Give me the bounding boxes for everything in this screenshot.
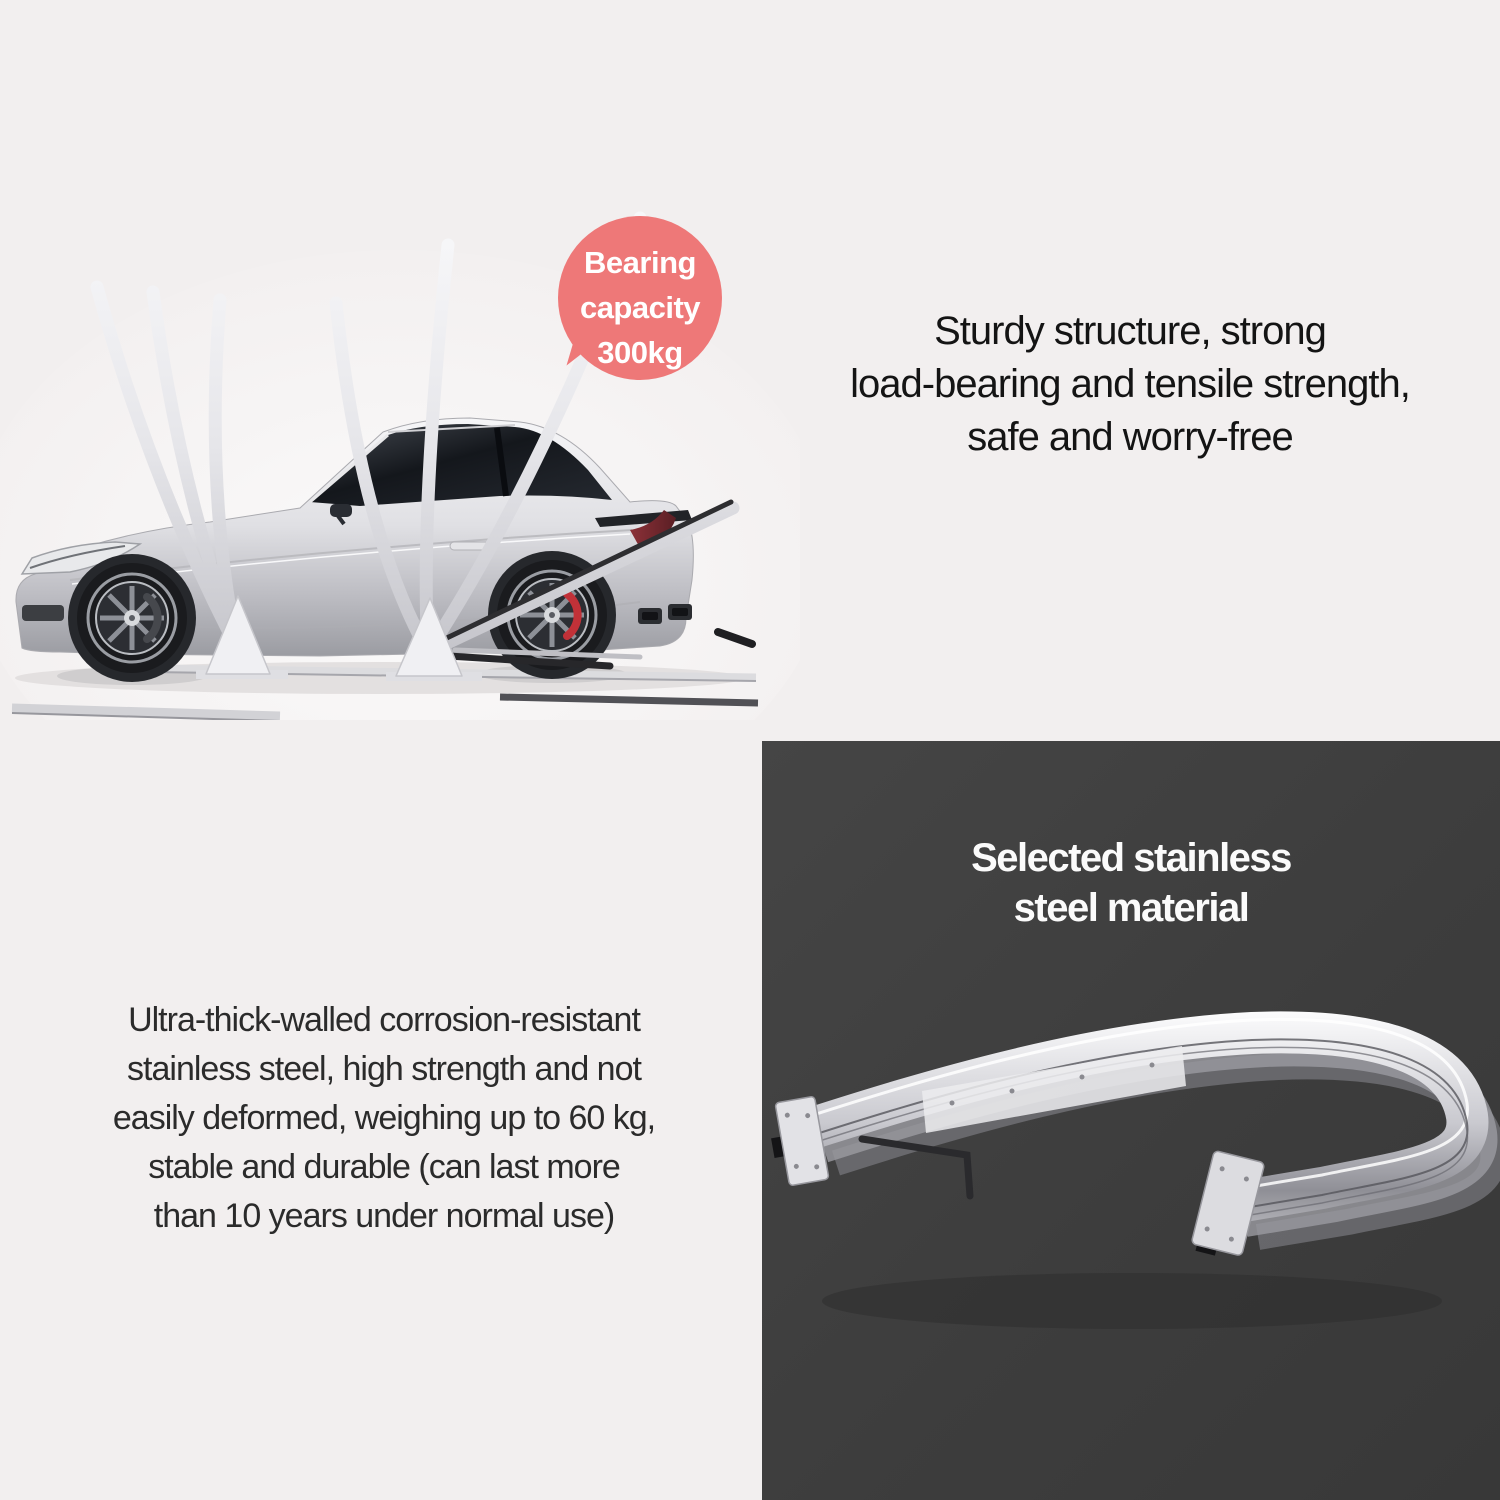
panel-heading xyxy=(762,833,1500,933)
badge-line-1: Bearing xyxy=(584,245,696,280)
headline-line-1: Sturdy structure, strong xyxy=(934,309,1326,353)
material-panel xyxy=(762,741,1500,1500)
badge-line-3: 300kg xyxy=(597,335,683,370)
panel-heading-line-2: steel material xyxy=(1013,886,1249,930)
paragraph-line-4: stable and durable (can last more xyxy=(148,1148,620,1186)
paragraph-line-3: easily deformed, weighing up to 60 kg, xyxy=(112,1099,656,1137)
front-wheel xyxy=(68,554,196,682)
frame-right-end-plate xyxy=(1190,1150,1265,1262)
headline xyxy=(790,305,1470,464)
paragraph-line-5: than 10 years under normal use) xyxy=(153,1197,615,1235)
headline-line-3: safe and worry-free xyxy=(967,415,1293,459)
paragraph-line-1: Ultra-thick-walled corrosion-resistant xyxy=(128,1001,640,1039)
feature-paragraph xyxy=(48,996,720,1241)
front-intake xyxy=(22,605,64,621)
badge-line-2: capacity xyxy=(579,290,701,325)
badge-text xyxy=(558,240,722,375)
steel-frame xyxy=(765,1019,1493,1329)
panel-heading-line-1: Selected stainless xyxy=(971,836,1291,880)
paragraph-line-2: stainless steel, high strength and not xyxy=(127,1050,641,1088)
headline-line-2: load-bearing and tensile strength, xyxy=(850,362,1410,406)
bearing-capacity-badge xyxy=(552,210,728,400)
